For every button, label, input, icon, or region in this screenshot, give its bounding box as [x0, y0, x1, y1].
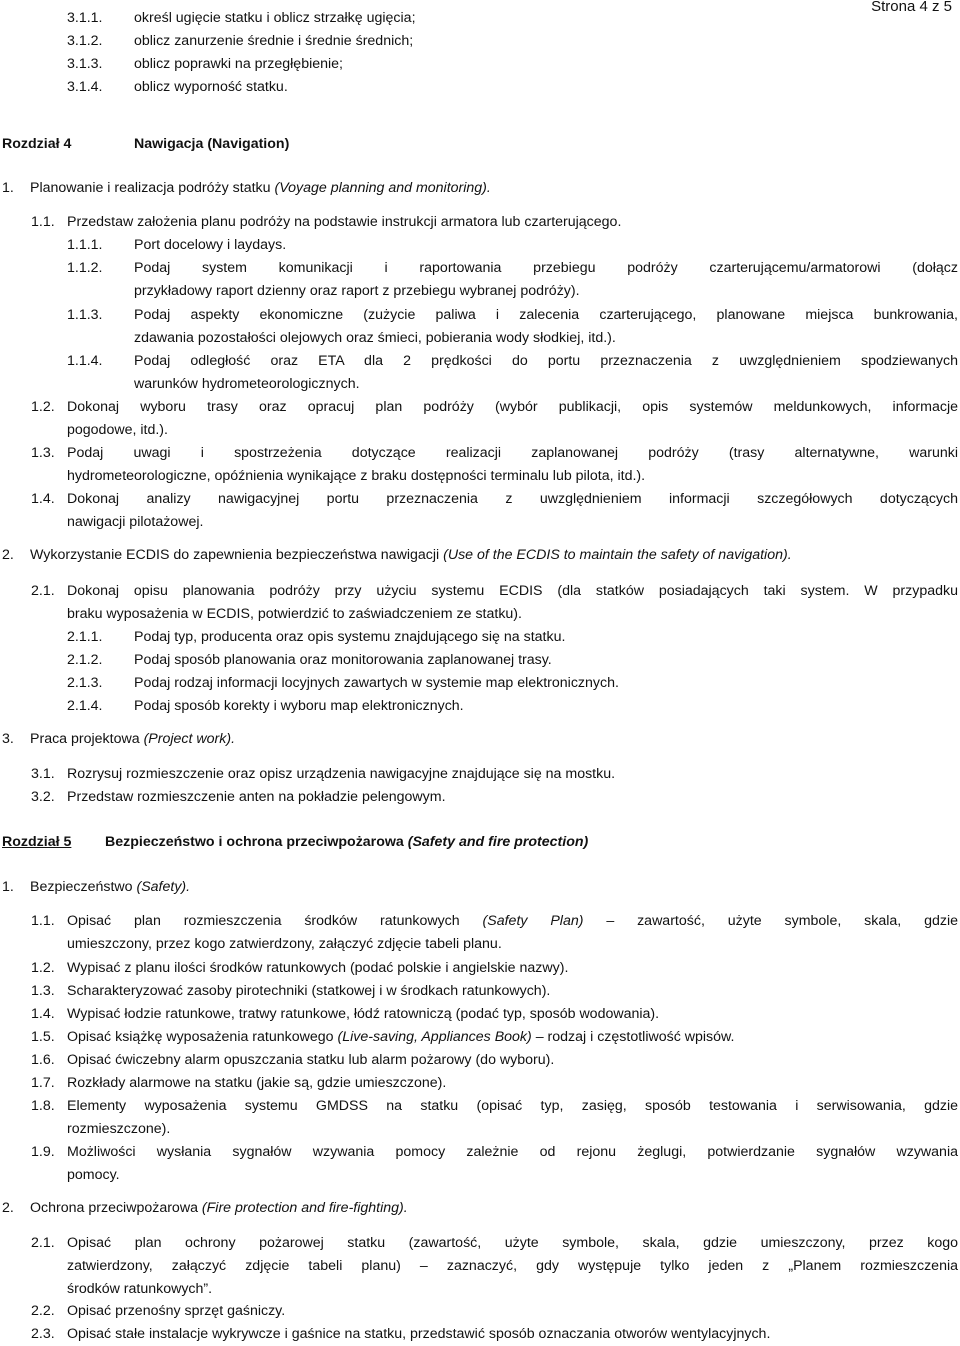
- item-number: 3.1.1.: [67, 10, 103, 26]
- item-number: 2.1.3.: [67, 675, 103, 691]
- item-text-continued: hydrometeorologiczne, opóźnienia wynikające z braku dostępności terminalu lub pilota, itd.).: [67, 468, 646, 484]
- item-text-continued: braku wyposażenia w ECDIS, potwierdzić to zaświadczeniem ze statku).: [67, 606, 522, 622]
- item-text: Opisać plan ochrony pożarowej statku (zawartość, użyte symbole, skala, gdzie umieszczony, przez kogo: [67, 1235, 958, 1251]
- item-text: Scharakteryzować zasoby pirotechniki (statkowej i w środkach ratunkowych).: [67, 983, 551, 999]
- item-text: Podaj odległość oraz ETA dla 2 prędkości do portu przeznaczenia z uwzględnieniem spodziewanych: [134, 353, 958, 369]
- item-number: 1.2.: [31, 399, 55, 415]
- item-number: 1.1.1.: [67, 237, 103, 253]
- item-text: Podaj sposób planowania oraz monitorowania zaplanowanej trasy.: [134, 652, 552, 668]
- item-text: Dokonaj wyboru trasy oraz opracuj plan podróży (wybór publikacji, opis systemów meldunkowych, informacje: [67, 399, 958, 415]
- item-number: 1.9.: [31, 1144, 55, 1160]
- item-text: Podaj uwagi i spostrzeżenia dotyczące realizacji zaplanowanej podróży (trasy alternatywne, warunki: [67, 445, 958, 461]
- item-text: Podaj sposób korekty i wyboru map elektronicznych.: [134, 698, 464, 714]
- item-text: oblicz zanurzenie średnie i średnie średnich;: [134, 33, 414, 49]
- item-text: Port docelowy i laydays.: [134, 237, 287, 253]
- item-number: 1.3.: [31, 445, 55, 461]
- item-number: 3.1.4.: [67, 79, 103, 95]
- item-number: 1.5.: [31, 1029, 55, 1045]
- item-number: 3.1.2.: [67, 33, 103, 49]
- section-number: 1.: [2, 879, 14, 895]
- item-number: 2.3.: [31, 1326, 55, 1342]
- item-text: Opisać książkę wyposażenia ratunkowego (Live-saving, Appliances Book) – rodzaj i częstotliwość wpisów.: [67, 1029, 735, 1045]
- item-text-continued: pogodowe, itd.).: [67, 422, 168, 438]
- item-text: Przedstaw założenia planu podróży na podstawie instrukcji armatora lub czarterującego.: [67, 214, 622, 230]
- item-text: Podaj system komunikacji i raportowania przebiegu podróży czarterującemu/armatorowi (dołącz: [134, 260, 958, 276]
- item-text: Możliwości wysłania sygnałów wzywania pomocy zależnie od rejonu żeglugi, potwierdzanie sygnałów wzywania: [67, 1144, 958, 1160]
- item-number: 2.1.: [31, 583, 55, 599]
- item-number: 3.1.3.: [67, 56, 103, 72]
- item-number: 1.8.: [31, 1098, 55, 1114]
- chapter-title: Nawigacja (Navigation): [134, 136, 290, 152]
- item-number: 1.1.4.: [67, 353, 103, 369]
- section-title: Ochrona przeciwpożarowa (Fire protection and fire-fighting).: [30, 1200, 408, 1216]
- section-number: 1.: [2, 180, 14, 196]
- item-text-continued: środków ratunkowych”.: [67, 1281, 213, 1297]
- section-title: Praca projektowa (Project work).: [30, 731, 236, 747]
- item-text-continued: nawigacji pilotażowej.: [67, 514, 204, 530]
- item-text: Opisać ćwiczebny alarm opuszczania statku lub alarm pożarowy (do wyboru).: [67, 1052, 555, 1068]
- item-number: 1.1.3.: [67, 307, 103, 323]
- chapter-label: Rozdział 5: [2, 834, 72, 850]
- item-text: Rozrysuj rozmieszczenie oraz opisz urządzenia nawigacyjne znajdujące się na mostku.: [67, 766, 616, 782]
- item-number: 1.4.: [31, 1006, 55, 1022]
- item-number: 1.1.: [31, 913, 55, 929]
- item-text: Podaj aspekty ekonomiczne (zużycie paliwa i zalecenia czarterującego, planowane miejsca bunkrowania,: [134, 307, 958, 323]
- item-number: 3.2.: [31, 789, 55, 805]
- item-number: 2.1.4.: [67, 698, 103, 714]
- item-number: 2.2.: [31, 1303, 55, 1319]
- item-text: oblicz poprawki na przegłębienie;: [134, 56, 343, 72]
- item-number: 2.1.1.: [67, 629, 103, 645]
- item-text: Dokonaj analizy nawigacyjnej portu przeznaczenia z uwzględnieniem informacji szczegółowych dotyczących: [67, 491, 958, 507]
- section-title: Wykorzystanie ECDIS do zapewnienia bezpieczeństwa nawigacji (Use of the ECDIS to maintain the safety of navigation).: [30, 547, 792, 563]
- item-number: 2.1.: [31, 1235, 55, 1251]
- item-number: 1.6.: [31, 1052, 55, 1068]
- item-number: 1.2.: [31, 960, 55, 976]
- section-title: Planowanie i realizacja podróży statku (Voyage planning and monitoring).: [30, 180, 491, 196]
- item-text: Wypisać z planu ilości środków ratunkowych (podać polskie i angielskie nazwy).: [67, 960, 569, 976]
- item-number: 1.1.: [31, 214, 55, 230]
- item-number: 1.7.: [31, 1075, 55, 1091]
- item-text: Opisać plan rozmieszczenia środków ratunkowych (Safety Plan) – zawartość, użyte symbole, skala, gdzie: [67, 913, 958, 929]
- section-number: 2.: [2, 547, 14, 563]
- item-number: 1.1.2.: [67, 260, 103, 276]
- item-text: Rozkłady alarmowe na statku (jakie są, gdzie umieszczone).: [67, 1075, 447, 1091]
- item-text-continued: warunków hydrometeorologicznych.: [134, 376, 360, 392]
- item-text: Podaj typ, producenta oraz opis systemu znajdującego się na statku.: [134, 629, 566, 645]
- item-number: 1.4.: [31, 491, 55, 507]
- item-number: 2.1.2.: [67, 652, 103, 668]
- item-text: określ ugięcie statku i oblicz strzałkę ugięcia;: [134, 10, 416, 26]
- item-text-continued: rozmieszczone).: [67, 1121, 171, 1137]
- chapter-title: Bezpieczeństwo i ochrona przeciwpożarowa (Safety and fire protection): [105, 834, 589, 850]
- item-number: 1.3.: [31, 983, 55, 999]
- item-text: Podaj rodzaj informacji locyjnych zawartych w systemie map elektronicznych.: [134, 675, 619, 691]
- item-number: 3.1.: [31, 766, 55, 782]
- item-text-continued: zatwierdzony, załączyć zdjęcie tabeli planu) – zaznaczyć, gdy występuje tylko jeden z „Planem rozmieszczenia: [67, 1258, 958, 1274]
- item-text: Opisać stałe instalacje wykrywcze i gaśnice na statku, przedstawić sposób oznaczania otworów wentylacyjnych.: [67, 1326, 771, 1342]
- section-number: 3.: [2, 731, 14, 747]
- item-text-continued: umieszczony, przez kogo zatwierdzony, załączyć zdjęcie tabeli planu.: [67, 936, 502, 952]
- item-text-continued: zdawania pozostałości olejowych oraz śmieci, pobierania wody słodkiej, itd.).: [134, 330, 616, 346]
- section-number: 2.: [2, 1200, 14, 1216]
- item-text: Elementy wyposażenia systemu GMDSS na statku (opisać typ, zasięg, sposób testowania i serwisowania, gdzie: [67, 1098, 958, 1114]
- item-text: Opisać przenośny sprzęt gaśniczy.: [67, 1303, 286, 1319]
- item-text: Przedstaw rozmieszczenie anten na pokładzie pelengowym.: [67, 789, 446, 805]
- item-text-continued: przykładowy raport dzienny oraz raport z przebiegu wybranej podróży).: [134, 283, 580, 299]
- item-text-continued: pomocy.: [67, 1167, 120, 1183]
- item-text: oblicz wyporność statku.: [134, 79, 288, 95]
- item-text: Wypisać łodzie ratunkowe, tratwy ratunkowe, łódź ratowniczą (podać typ, sposób wodowania).: [67, 1006, 660, 1022]
- item-text: Dokonaj opisu planowania podróży przy użyciu systemu ECDIS (dla statków posiadających taki system. W przypadku: [67, 583, 958, 599]
- section-title: Bezpieczeństwo (Safety).: [30, 879, 191, 895]
- page-number: Strona 4 z 5: [871, 0, 952, 15]
- chapter-label: Rozdział 4: [2, 136, 72, 152]
